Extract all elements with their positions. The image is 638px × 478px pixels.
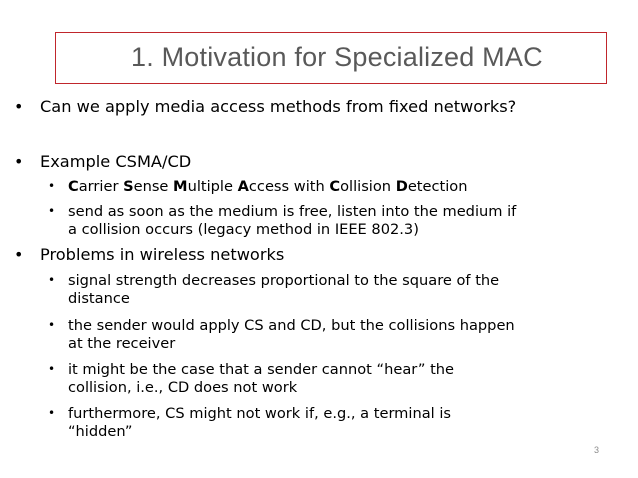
title-box bbox=[55, 32, 607, 84]
problem-line: “hidden” bbox=[68, 423, 133, 440]
sub-bullet-dot: • bbox=[48, 273, 56, 287]
slide-title: 1. Motivation for Specialized MAC bbox=[131, 42, 543, 72]
problem-line: distance bbox=[68, 290, 130, 307]
sub-bullet-dot: • bbox=[48, 362, 56, 376]
problem-line: furthermore, CS might not work if, e.g., a terminal is bbox=[68, 405, 452, 422]
problem-line: signal strength decreases proportional to the square of the bbox=[68, 272, 500, 289]
page-number: 3 bbox=[594, 445, 600, 455]
csma-send-line2: a collision occurs (legacy method in IEEE 802.3) bbox=[68, 221, 419, 238]
problem-line: the sender would apply CS and CD, but the collisions happen bbox=[68, 317, 515, 334]
sub-bullet-dot: • bbox=[48, 406, 56, 420]
point-example-csma: Example CSMA/CD bbox=[40, 152, 192, 171]
problem-line: it might be the case that a sender cannot “hear” the bbox=[68, 361, 455, 378]
point-problems-wireless: Problems in wireless networks bbox=[40, 245, 285, 264]
bullet-dot: • bbox=[14, 97, 24, 116]
csma-send-line1: send as soon as the medium is free, listen into the medium if bbox=[68, 203, 517, 220]
csma-expansion: Carrier Sense Multiple Access with Collision Detection bbox=[68, 178, 468, 195]
sub-bullet-dot: • bbox=[48, 179, 56, 193]
bullet-dot: • bbox=[14, 245, 24, 264]
problem-line: at the receiver bbox=[68, 335, 176, 352]
bullet-dot: • bbox=[14, 152, 24, 171]
sub-bullet-dot: • bbox=[48, 318, 56, 332]
point-fixed-networks: Can we apply media access methods from fixed networks? bbox=[40, 97, 517, 116]
sub-bullet-dot: • bbox=[48, 204, 56, 218]
problem-line: collision, i.e., CD does not work bbox=[68, 379, 298, 396]
